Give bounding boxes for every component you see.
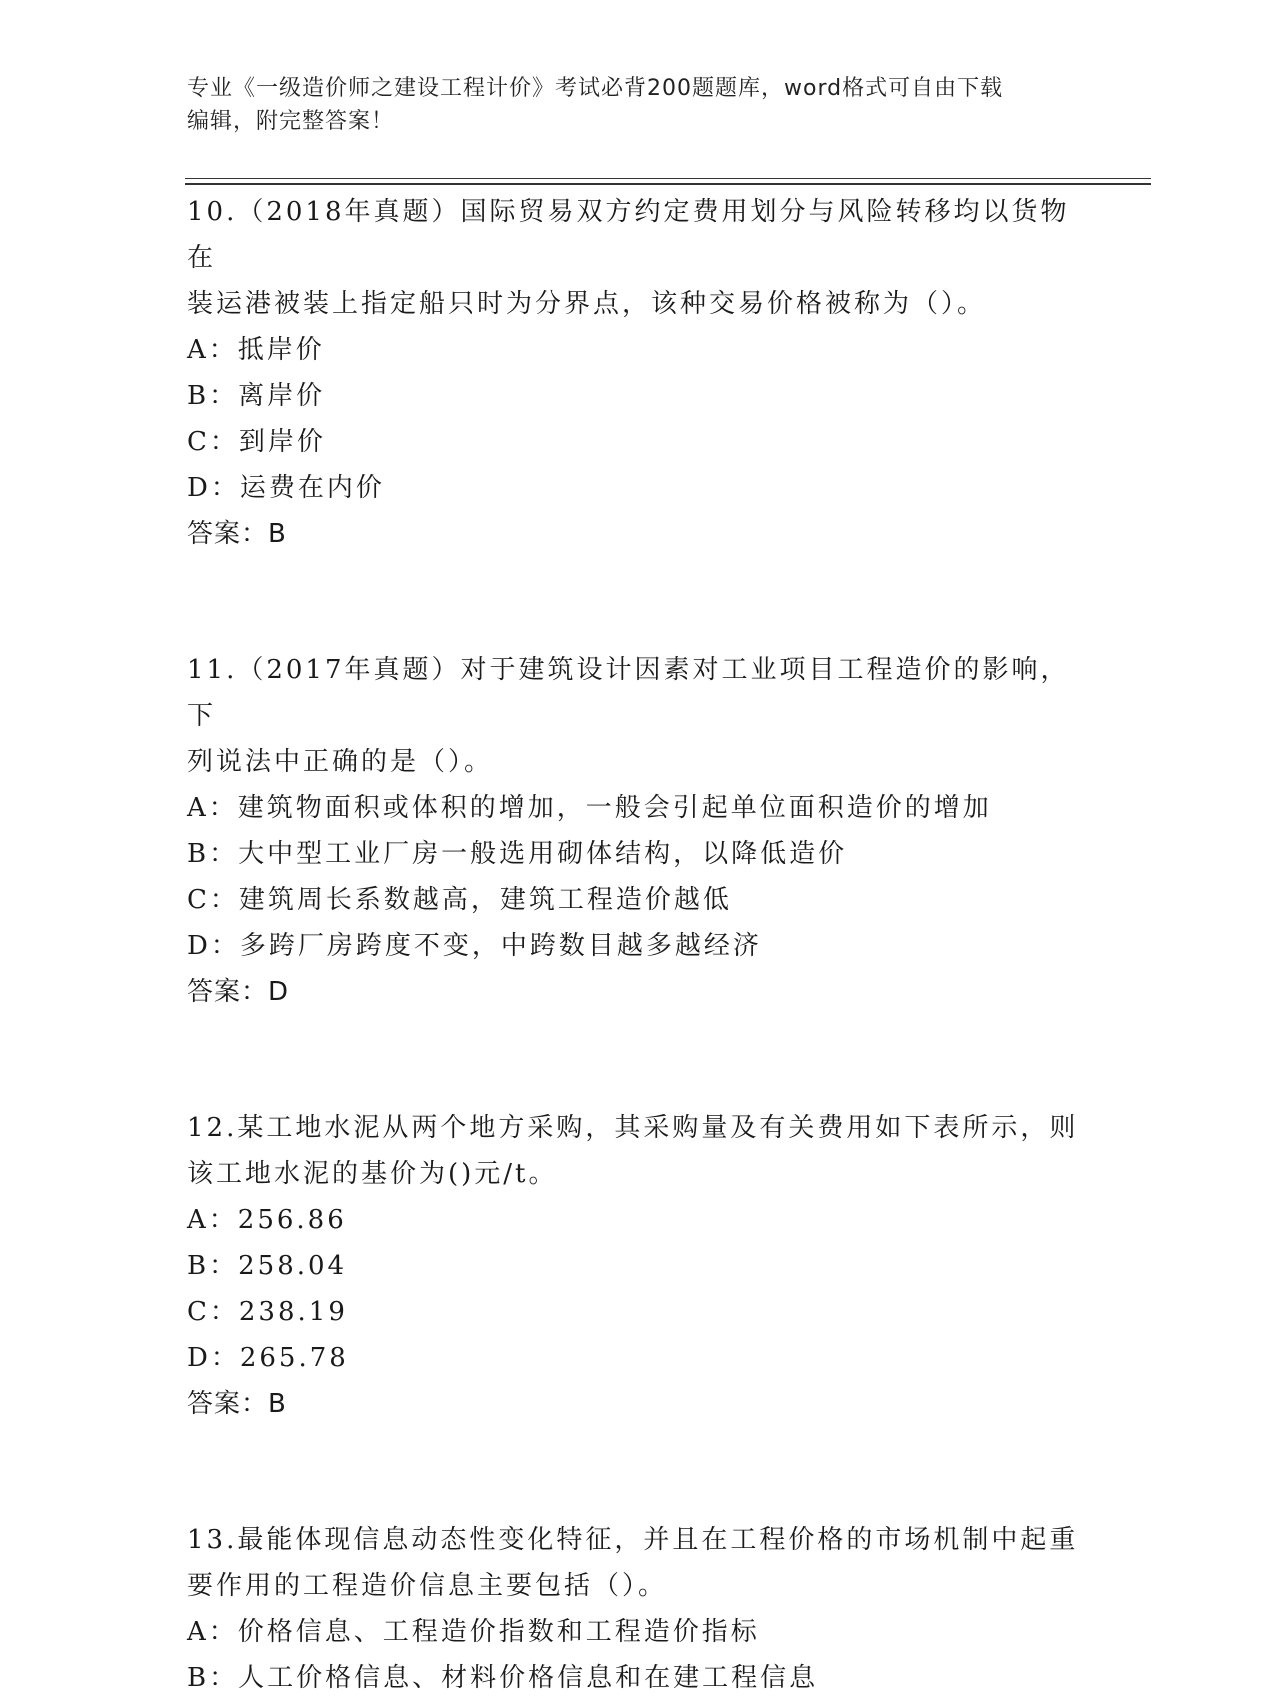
question-stem-line: 12.某工地水泥从两个地方采购，其采购量及有关费用如下表所示，则 — [187, 1113, 1079, 1143]
option-a: A：价格信息、工程造价指数和工程造价指标 — [187, 1617, 760, 1647]
question-spacer — [187, 1015, 1087, 1105]
option-d: D：265.78 — [187, 1343, 349, 1373]
option-c: C：建筑周长系数越高，建筑工程造价越低 — [187, 885, 732, 915]
question-12 — [187, 1105, 1087, 1427]
header-divider-thick — [185, 183, 1151, 185]
answer-line: 答案：D — [187, 977, 290, 1007]
option-a: A：抵岸价 — [187, 335, 325, 365]
option-d: D：多跨厂房跨度不变，中跨数目越多越经济 — [187, 931, 762, 961]
question-13 — [187, 1517, 1087, 1701]
question-10 — [187, 189, 1087, 557]
question-stem-line: 13.最能体现信息动态性变化特征，并且在工程价格的市场机制中起重 — [187, 1525, 1079, 1555]
question-11 — [187, 647, 1087, 1015]
question-stem-line: 要作用的工程造价信息主要包括（）。 — [187, 1571, 668, 1601]
option-a: A：256.86 — [187, 1205, 347, 1235]
header-line-1: 专业《一级造价师之建设工程计价》考试必背200题题库，word格式可自由下载 — [187, 76, 1004, 101]
header-divider-thin — [185, 178, 1151, 179]
answer-line: 答案：B — [187, 1389, 287, 1419]
question-spacer — [187, 557, 1087, 647]
header-line-2: 编辑，附完整答案！ — [187, 109, 395, 134]
question-stem-line: 装运港被装上指定船只时为分界点，该种交易价格被称为（）。 — [187, 289, 987, 319]
document-header — [187, 72, 1087, 138]
option-b: B：258.04 — [187, 1251, 348, 1281]
option-c: C：到岸价 — [187, 427, 326, 457]
question-list — [187, 189, 1087, 1701]
option-b: B：大中型工业厂房一般选用砌体结构，以降低造价 — [187, 839, 848, 869]
option-b: B：离岸价 — [187, 381, 326, 411]
question-stem-line: 列说法中正确的是（）。 — [187, 747, 494, 777]
option-d: D：运费在内价 — [187, 473, 385, 503]
option-c: C：238.19 — [187, 1297, 348, 1327]
question-stem-line: 10.（2018年真题）国际贸易双方约定费用划分与风险转移均以货物在 — [187, 197, 1070, 273]
question-stem-line: 11.（2017年真题）对于建筑设计因素对工业项目工程造价的影响，下 — [187, 655, 1070, 731]
answer-line: 答案：B — [187, 519, 287, 549]
option-a: A：建筑物面积或体积的增加，一般会引起单位面积造价的增加 — [187, 793, 992, 823]
option-b: B：人工价格信息、材料价格信息和在建工程信息 — [187, 1663, 819, 1693]
question-stem-line: 该工地水泥的基价为()元/t。 — [187, 1159, 558, 1189]
question-spacer — [187, 1427, 1087, 1517]
